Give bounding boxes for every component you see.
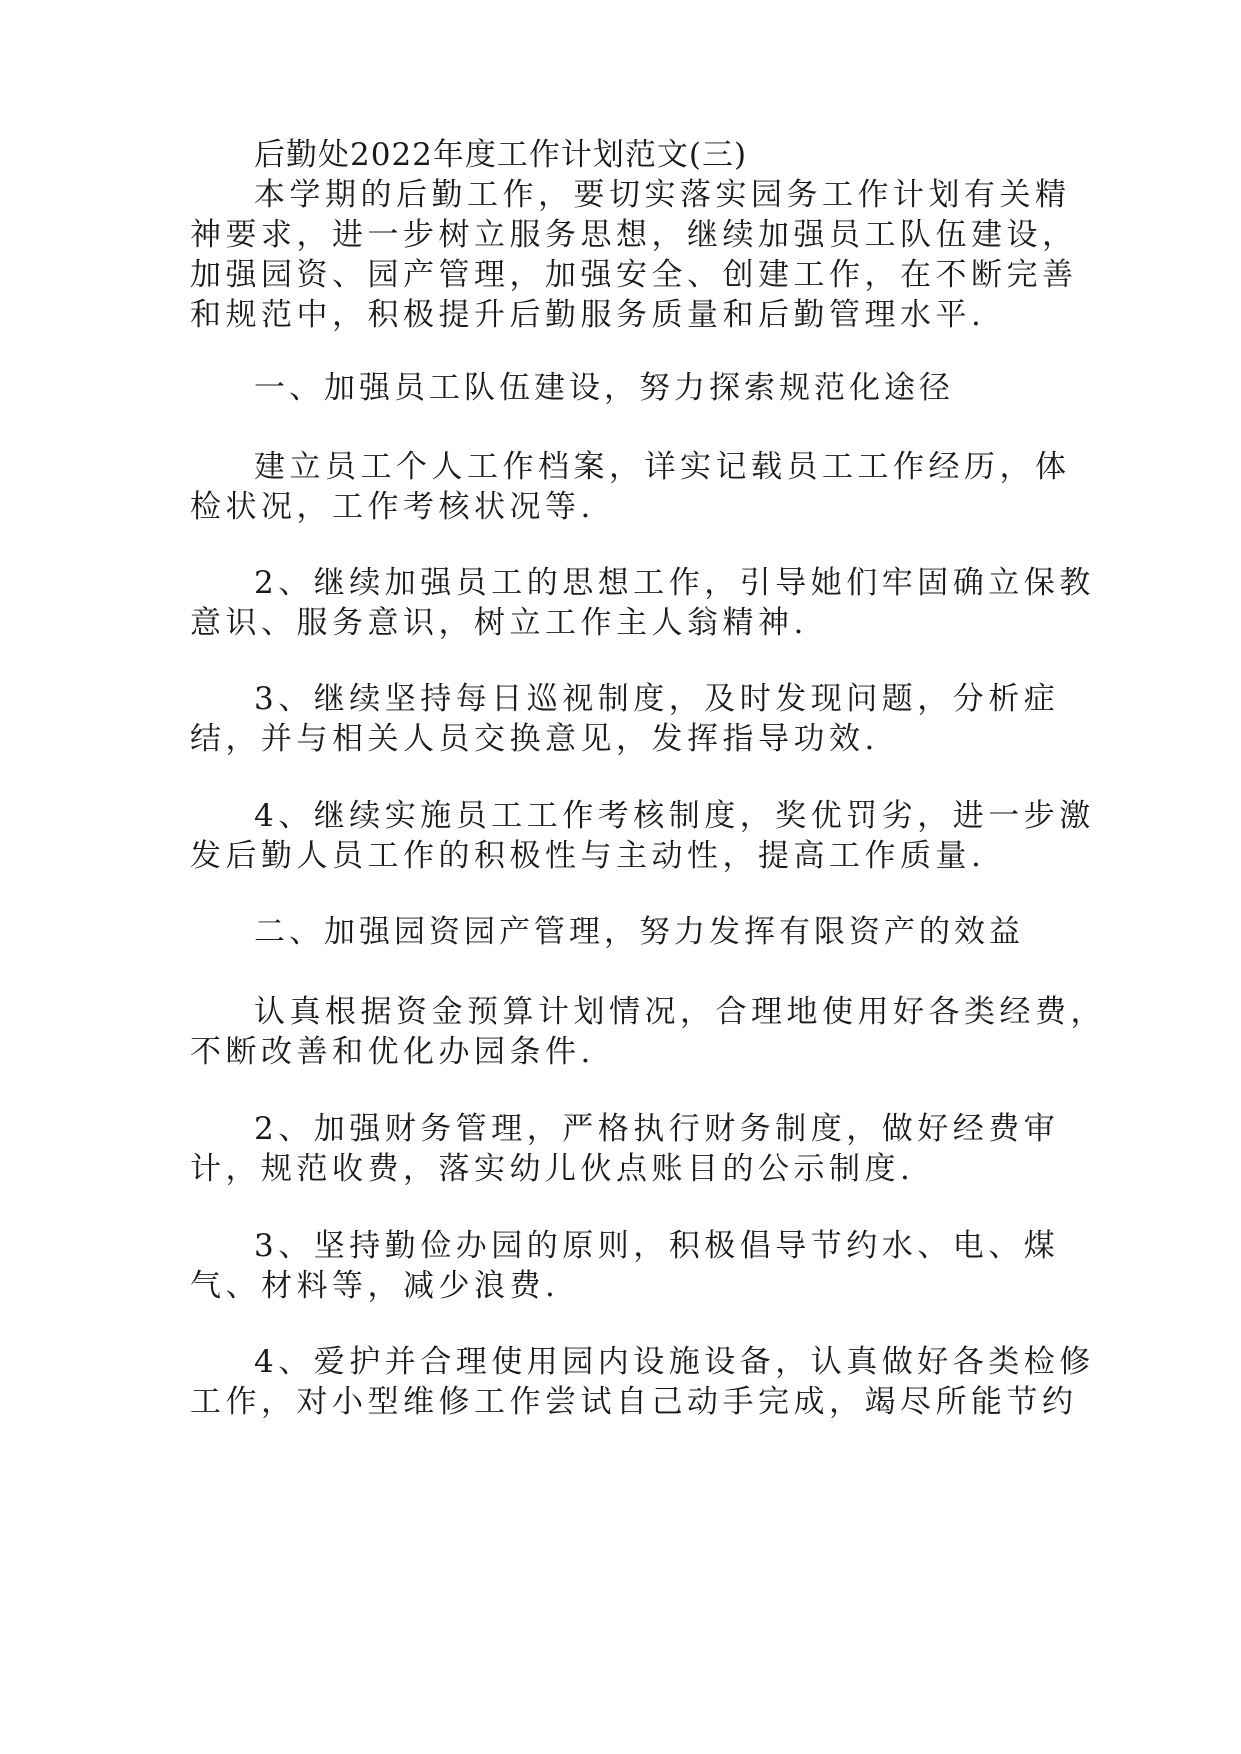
section-1-item-1-line-2: 检状况，工作考核状况等. xyxy=(190,489,595,525)
section-1-item-2-line-2: 意识、服务意识，树立工作主人翁精神. xyxy=(190,605,808,641)
section-1-item-3-line-2: 结，并与相关人员交换意见，发挥指导功效. xyxy=(190,721,879,757)
section-2-item-1-line-2: 不断改善和优化办园条件. xyxy=(190,1034,595,1070)
section-1-item-3-line-1: 3、继续坚持每日巡视制度，及时发现问题，分析症 xyxy=(254,681,1060,717)
document-title: 后勤处2022年度工作计划范文(三) xyxy=(254,137,748,173)
section-2-item-2-line-1: 2、加强财务管理，严格执行财务制度，做好经费审 xyxy=(254,1111,1060,1147)
section-1-item-1-line-1: 建立员工个人工作档案，详实记载员工工作经历，体 xyxy=(254,449,1071,485)
section-1-heading: 一、加强员工队伍建设，努力探索规范化途径 xyxy=(254,370,954,406)
section-2-item-4-line-2: 工作，对小型维修工作尝试自己动手完成，竭尽所能节约 xyxy=(190,1384,1078,1420)
intro-line-3: 加强园资、园产管理，加强安全、创建工作，在不断完善 xyxy=(190,257,1078,293)
section-2-heading: 二、加强园资园产管理，努力发挥有限资产的效益 xyxy=(254,914,1024,950)
section-2-item-2-line-2: 计，规范收费，落实幼儿伙点账目的公示制度. xyxy=(190,1151,915,1187)
intro-line-4: 和规范中，积极提升后勤服务质量和后勤管理水平. xyxy=(190,297,986,333)
section-2-item-3-line-1: 3、坚持勤俭办园的原则，积极倡导节约水、电、煤 xyxy=(254,1228,1060,1264)
intro-line-2: 神要求，进一步树立服务思想，继续加强员工队伍建设， xyxy=(190,217,1078,253)
section-2-item-3-line-2: 气、材料等，减少浪费. xyxy=(190,1268,560,1304)
section-1-item-4-line-2: 发后勤人员工作的积极性与主动性，提高工作质量. xyxy=(190,838,986,874)
section-1-item-4-line-1: 4、继续实施员工工作考核制度，奖优罚劣，进一步激 xyxy=(254,798,1095,834)
section-1-item-2-line-1: 2、继续加强员工的思想工作，引导她们牢固确立保教 xyxy=(254,565,1095,601)
intro-line-1: 本学期的后勤工作，要切实落实园务工作计划有关精 xyxy=(254,177,1071,213)
section-2-item-4-line-1: 4、爱护并合理使用园内设施设备，认真做好各类检修 xyxy=(254,1344,1095,1380)
section-2-item-1-line-1: 认真根据资金预算计划情况，合理地使用好各类经费， xyxy=(254,994,1106,1030)
